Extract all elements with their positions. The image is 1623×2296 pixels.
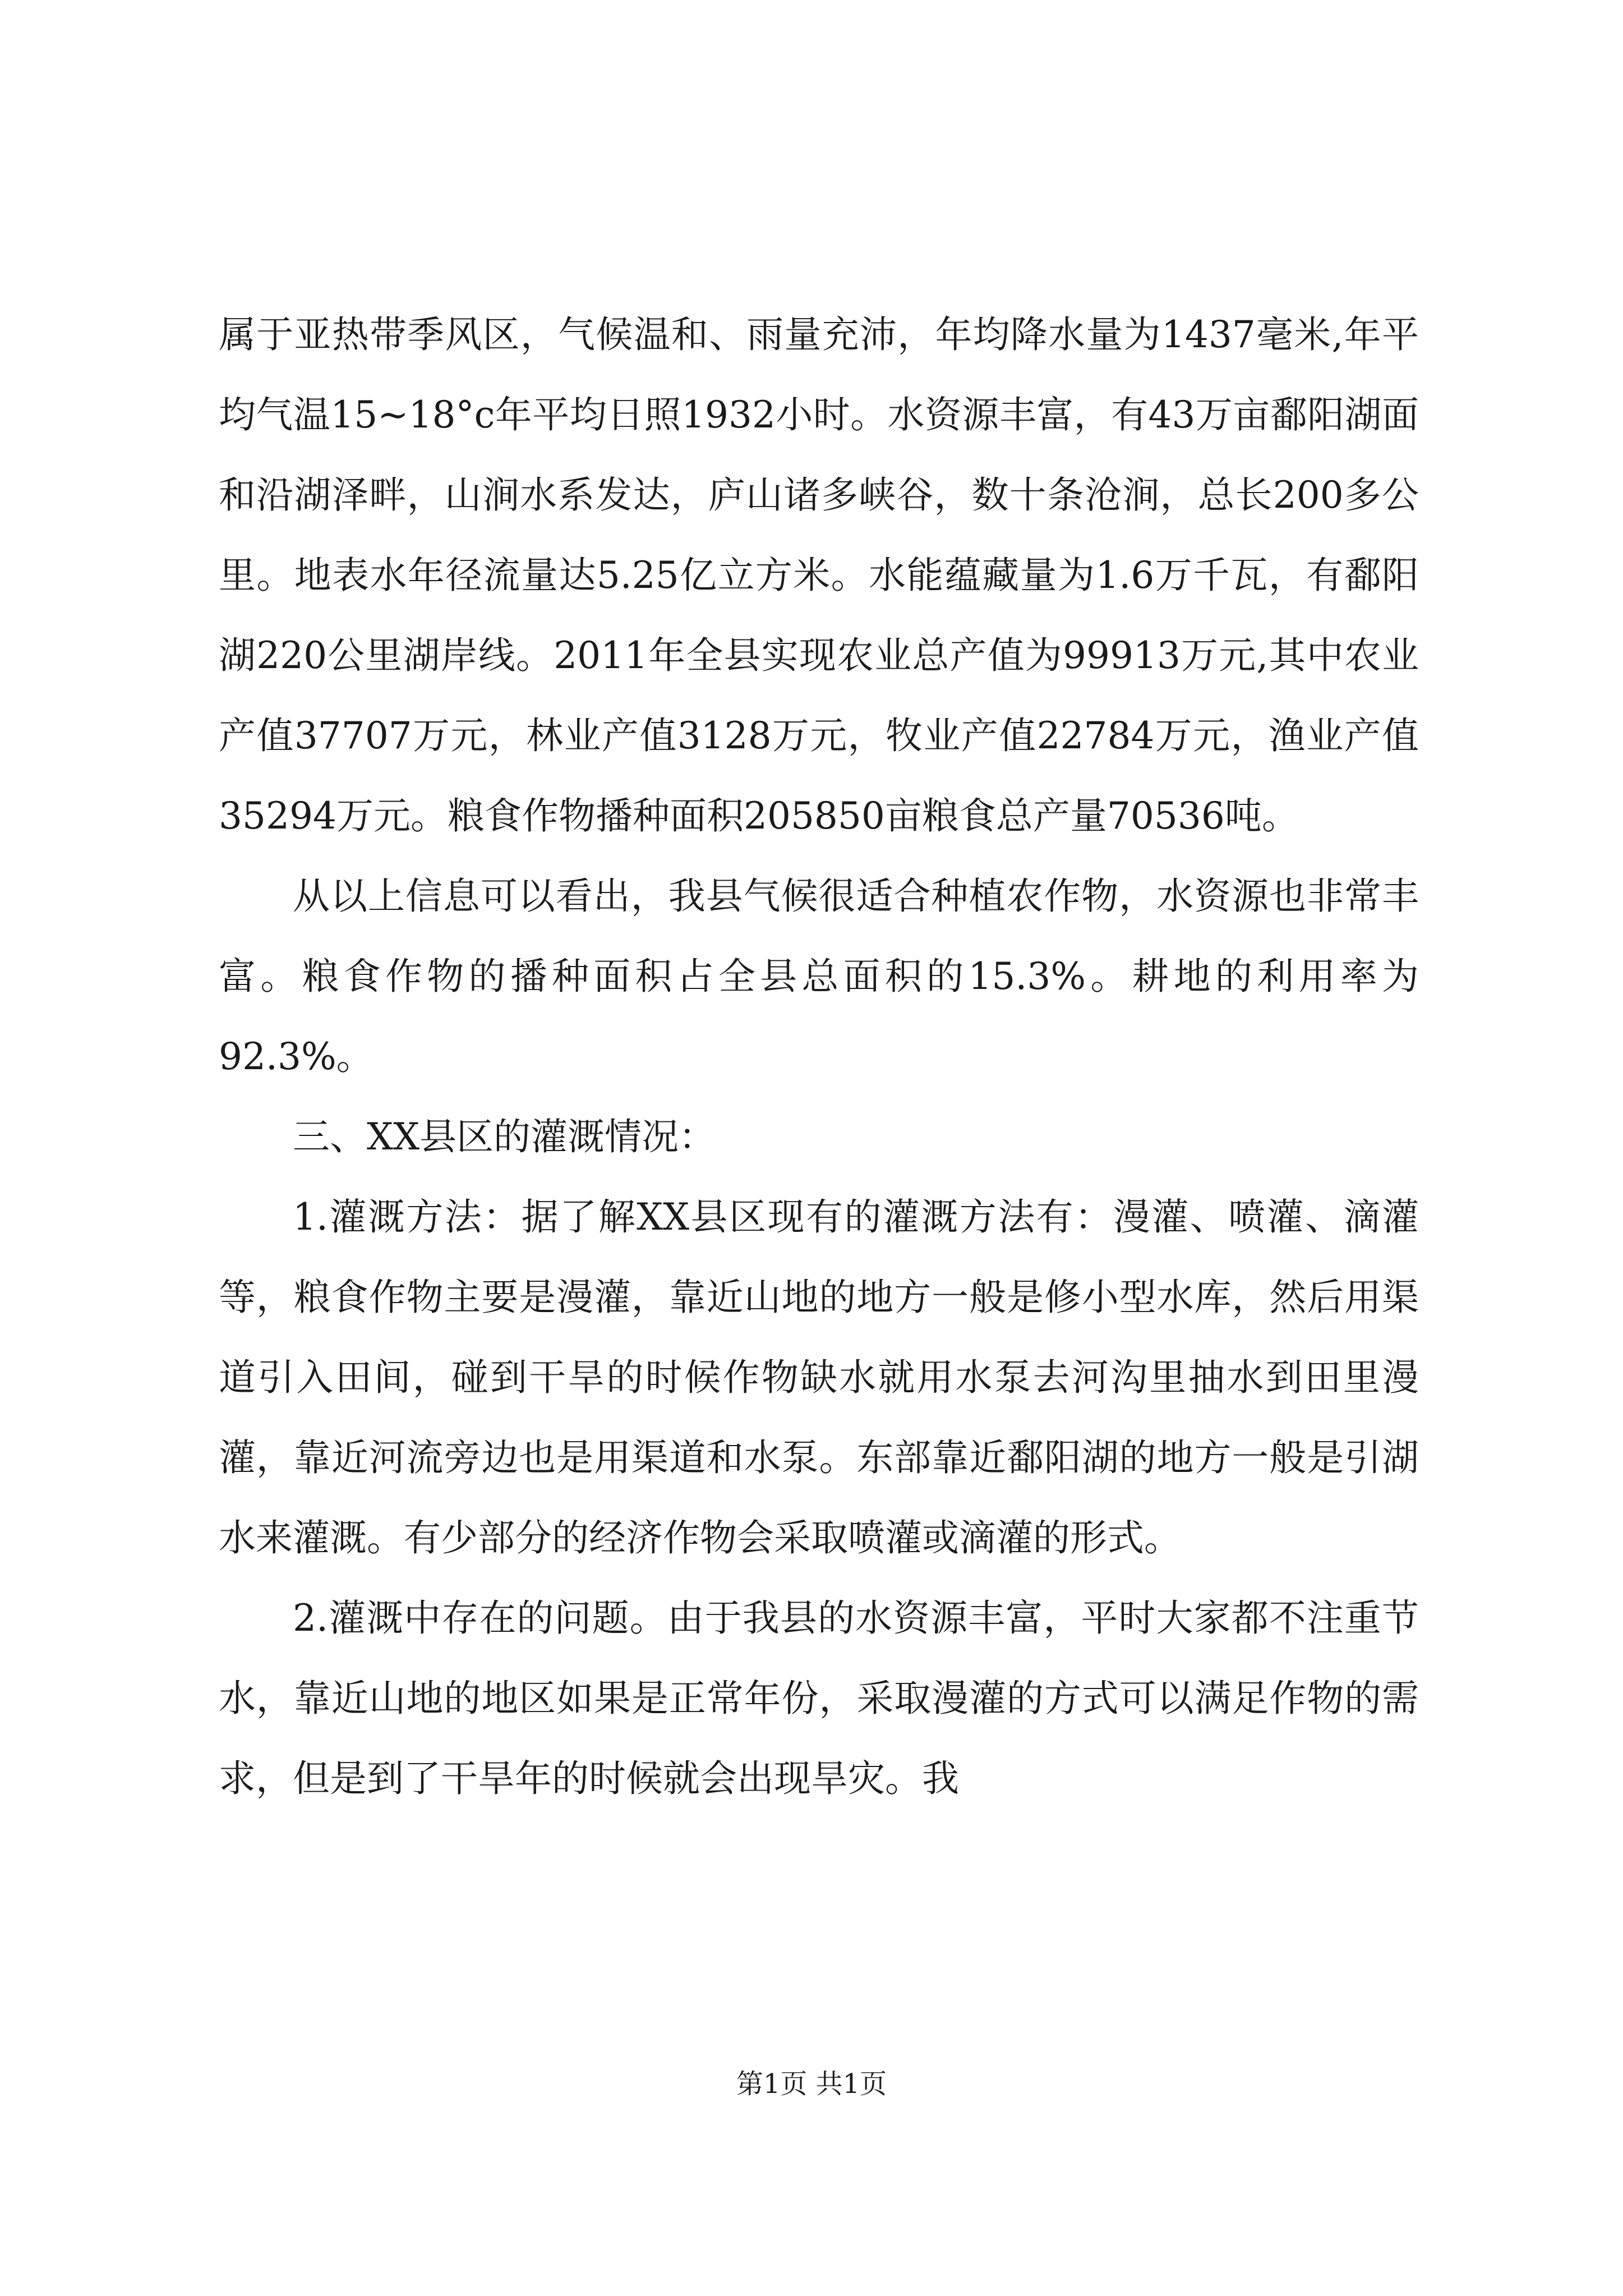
document-body <box>219 295 1419 1819</box>
page-footer <box>0 2067 1623 2101</box>
paragraph-continuation: 属于亚热带季风区，气候温和、雨量充沛，年均降水量为1437毫米,年平均气温15~18°c年平均日照1932小时。水资源丰富，有43万亩鄱阳湖面和沿湖泽畔，山涧水系发达，庐山诸多峡谷，数十条沧涧，总长200多公里。地表水年径流量达5.25亿立方米。水能蕴藏量为1.6万千瓦，有鄱阳湖220公里湖岸线。2011年全县实现农业总产值为99913万元,其中农业产值37707万元，林业产值3128万元，牧业产值22784万元，渔业产值35294万元。粮食作物播种面积205850亩粮食总产量70536吨。 <box>219 313 1419 838</box>
page-number-label: 第1页 共1页 <box>736 2068 887 2100</box>
section-heading: 三、XX县区的灌溉情况： <box>293 1115 716 1158</box>
paragraph-summary: 从以上信息可以看出，我县气候很适合种植农作物，水资源也非常丰富。粮食作物的播种面积占全县总面积的15.3%。耕地的利用率为92.3%。 <box>219 875 1419 1078</box>
paragraph-irrigation-problems: 2.灌溉中存在的问题。由于我县的水资源丰富，平时大家都不注重节水，靠近山地的地区如果是正常年份，采取漫灌的方式可以满足作物的需求，但是到了干旱年的时候就会出现旱灾。我 <box>219 1596 1419 1800</box>
paragraph-irrigation-methods: 1.灌溉方法：据了解XX县区现有的灌溉方法有：漫灌、喷灌、滴灌等，粮食作物主要是漫灌，靠近山地的地方一般是修小型水库，然后用渠道引入田间，碰到干旱的时候作物缺水就用水泵去河沟里抽水到田里漫灌，靠近河流旁边也是用渠道和水泵。东部靠近鄱阳湖的地方一般是引湖水来灌溉。有少部分的经济作物会采取喷灌或滴灌的形式。 <box>219 1195 1419 1559</box>
